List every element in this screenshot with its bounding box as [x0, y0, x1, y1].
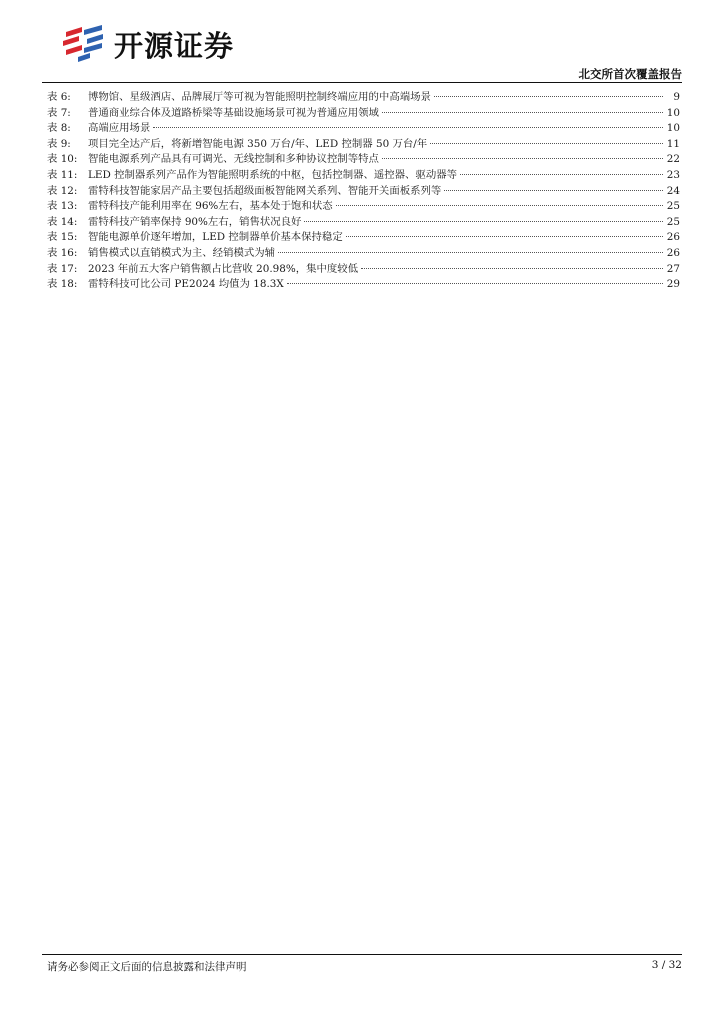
toc-entry-number: 表 15: [47, 231, 78, 244]
toc-entry[interactable] [47, 106, 680, 122]
toc-entry[interactable] [47, 277, 680, 293]
toc-entry-page: 26 [666, 246, 680, 259]
toc-dot-leader [460, 174, 663, 175]
logo-text: 开源证券 [114, 28, 235, 63]
toc-entry[interactable] [47, 215, 680, 231]
toc-entry-title: LED 控制器系列产品作为智能照明系统的中枢，包括控制器、遥控器、驱动器等 [88, 168, 458, 181]
toc-entry-title: 雷特科技产销率保持 90%左右，销售状况良好 [88, 215, 302, 228]
toc-dot-leader [430, 143, 663, 144]
toc-entry-title: 智能电源系列产品具有可调光、无线控制和多种协议控制等特点 [88, 153, 379, 166]
toc-entry-title: 博物馆、星级酒店、品牌展厅等可视为智能照明控制终端应用的中高端场景 [88, 91, 431, 103]
toc-entry-number: 表 8: [47, 122, 71, 135]
brand-logo [60, 24, 234, 64]
toc-entry[interactable] [47, 262, 680, 278]
toc-entry[interactable] [47, 168, 680, 184]
toc-entry-title: 雷特科技可比公司 PE2024 均值为 18.3X [88, 278, 284, 291]
toc-dot-leader [434, 96, 663, 97]
toc-entry-title: 销售模式以直销模式为主、经销模式为辅 [88, 246, 276, 259]
toc-entry-title: 雷特科技智能家居产品主要包括超级面板智能网关系列、智能开关面板系列等 [88, 184, 442, 197]
toc-entry-title: 智能电源单价逐年增加，LED 控制器单价基本保持稳定 [88, 231, 343, 244]
toc-entry-number: 表 17: [47, 262, 78, 275]
toc-entry-number: 表 6: [47, 91, 71, 103]
footer-divider [42, 954, 682, 955]
toc-entry-number: 表 9: [47, 137, 71, 150]
toc-entry[interactable] [47, 121, 680, 137]
toc-entry-number: 表 18: [47, 278, 78, 291]
toc-entry-number: 表 11: [47, 168, 78, 181]
toc-dot-leader [153, 127, 663, 128]
toc-dot-leader [278, 252, 663, 253]
toc-entry-title: 2023 年前五大客户销售额占比营收 20.98%，集中度较低 [88, 262, 359, 275]
toc-entry[interactable] [47, 246, 680, 262]
toc-dot-leader [382, 158, 663, 159]
toc-dot-leader [346, 236, 663, 237]
toc-entry-page: 26 [666, 231, 680, 244]
toc-entry-page: 9 [673, 91, 680, 103]
toc-entry-title: 项目完全达产后，将新增智能电源 350 万台/年、LED 控制器 50 万台/年 [88, 137, 428, 150]
toc-entry-page: 29 [666, 278, 680, 291]
toc-dot-leader [382, 112, 663, 113]
toc-entry-title: 雷特科技产能利用率在 96%左右，基本处于饱和状态 [88, 200, 333, 213]
footer-disclaimer: 请务必参阅正文后面的信息披露和法律声明 [47, 961, 247, 973]
toc-entry[interactable] [47, 90, 680, 106]
toc-entry-number: 表 12: [47, 184, 78, 197]
toc-entry-title: 普通商业综合体及道路桥梁等基础设施场景可视为普通应用领域 [88, 106, 379, 119]
page-number: 3 / 32 [651, 959, 682, 971]
toc-entry-number: 表 13: [47, 200, 78, 213]
toc-entry[interactable] [47, 152, 680, 168]
table-of-contents [47, 90, 680, 293]
toc-dot-leader [336, 205, 663, 206]
toc-entry[interactable] [47, 230, 680, 246]
toc-dot-leader [287, 283, 663, 284]
toc-entry-number: 表 14: [47, 215, 78, 228]
toc-entry-page: 23 [666, 168, 680, 181]
toc-entry-title: 高端应用场景 [88, 122, 151, 135]
toc-entry[interactable] [47, 199, 680, 215]
toc-entry-page: 11 [666, 137, 680, 150]
toc-entry[interactable] [47, 137, 680, 153]
logo-mark-icon [60, 24, 106, 64]
toc-entry-page: 27 [666, 262, 680, 275]
toc-entry-page: 25 [666, 215, 680, 228]
header-divider [42, 82, 682, 83]
toc-entry-page: 10 [666, 106, 680, 119]
toc-entry-page: 22 [666, 153, 680, 166]
toc-dot-leader [361, 268, 663, 269]
toc-entry-number: 表 7: [47, 106, 71, 119]
toc-entry-page: 25 [666, 200, 680, 213]
report-type-label: 北交所首次覆盖报告 [578, 67, 682, 81]
toc-entry-page: 10 [666, 122, 680, 135]
toc-entry-page: 24 [666, 184, 680, 197]
toc-dot-leader [304, 221, 663, 222]
toc-entry-number: 表 10: [47, 153, 78, 166]
toc-dot-leader [444, 190, 663, 191]
toc-entry-number: 表 16: [47, 246, 78, 259]
toc-entry[interactable] [47, 184, 680, 200]
